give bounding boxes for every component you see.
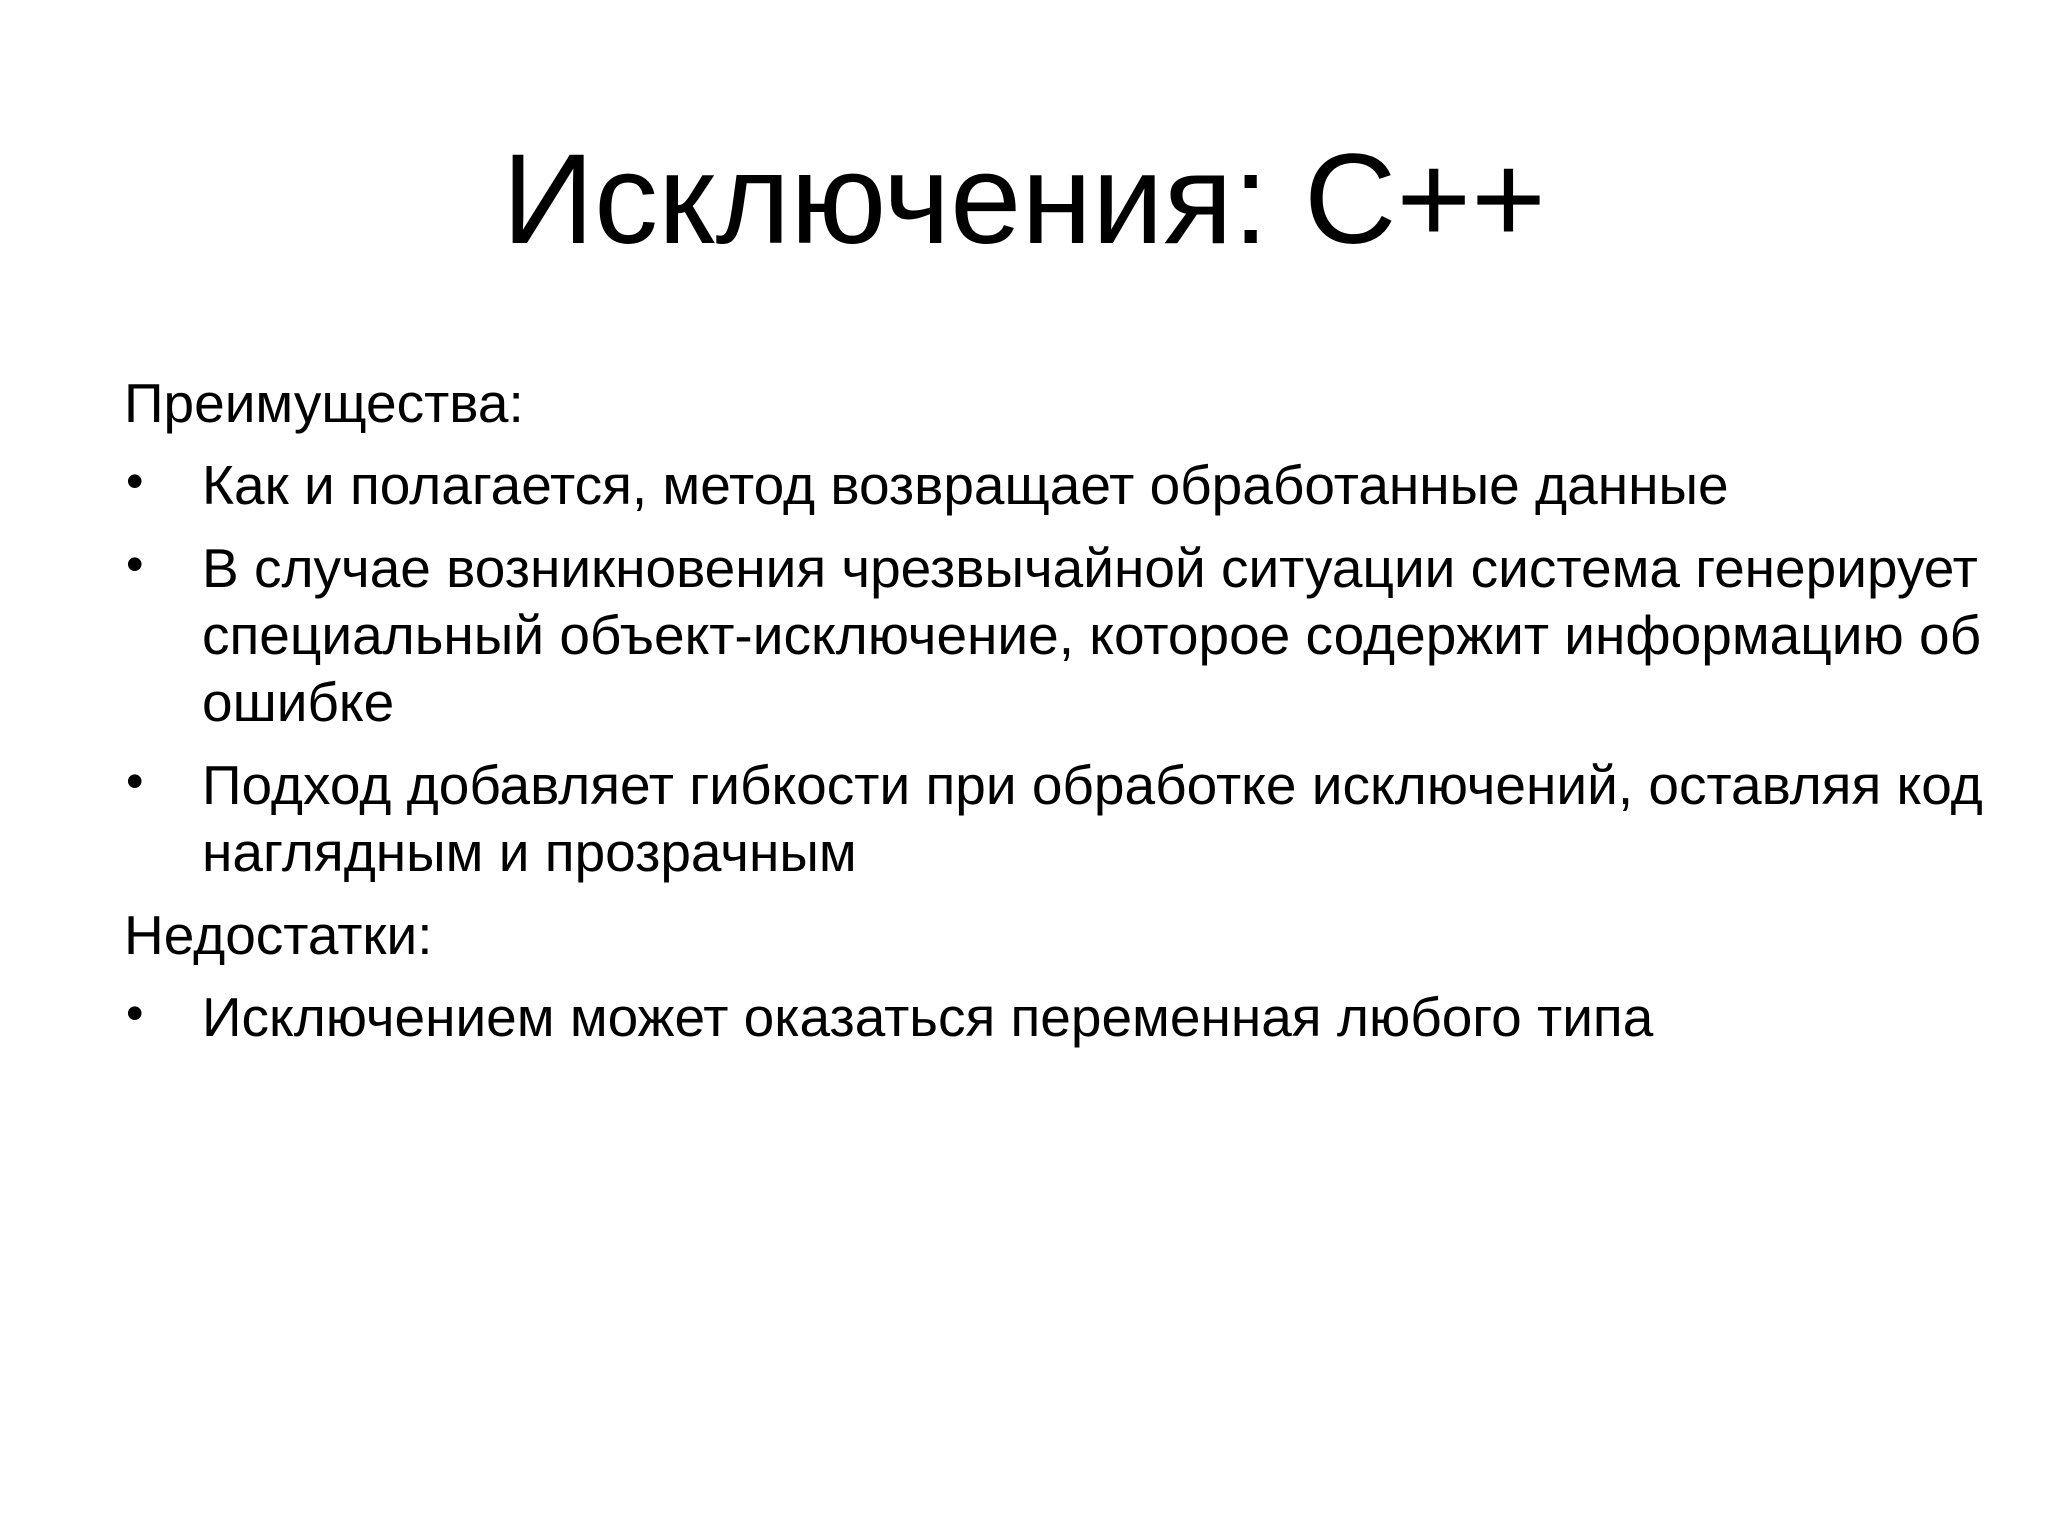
bullet-dot-icon: • [126, 536, 144, 592]
slide-body [124, 370, 1984, 1067]
bullet-text: Исключением может оказаться переменная любого типа [202, 986, 1654, 1048]
slide-title: Исключения: С++ [502, 128, 1546, 271]
bullet-item [124, 535, 1984, 736]
bullet-dot-icon: • [126, 985, 144, 1041]
bullet-text: В случае возникновения чрезвычайной ситуации система генерирует специальный объект-исключение, которое содержит информацию об ошибке [202, 537, 1982, 733]
advantages-list [124, 452, 1984, 886]
section-label-advantages: Преимущества: [124, 372, 524, 434]
bullet-item [124, 752, 1984, 886]
section-label-disadvantages: Недостатки: [124, 904, 433, 966]
bullet-text: Как и полагается, метод возвращает обработанные данные [202, 454, 1729, 516]
disadvantages-list [124, 984, 1984, 1051]
bullet-dot-icon: • [126, 753, 144, 809]
bullet-item [124, 452, 1984, 519]
bullet-dot-icon: • [126, 453, 144, 509]
bullet-text: Подход добавляет гибкости при обработке исключений, оставляя код наглядным и прозрачным [202, 754, 1983, 883]
bullet-item [124, 984, 1984, 1051]
